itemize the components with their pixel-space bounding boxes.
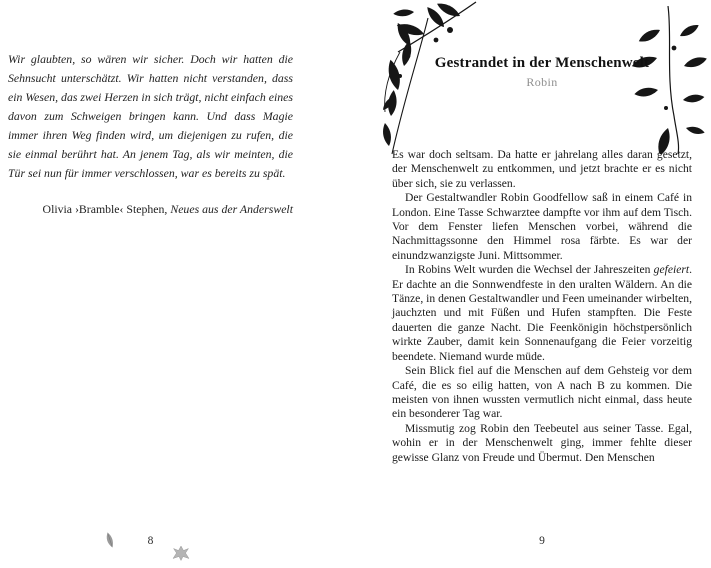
- chapter-title: Gestrandet in der Menschenwelt: [434, 55, 650, 71]
- paragraph: Es war doch seltsam. Da hatte er jahrelang alles daran gesetzt, der Menschenwelt zu entkommen, und jetzt brachte er es nicht über sich, sie zu verlassen.: [392, 148, 692, 190]
- paragraph: Der Gestaltwandler Robin Goodfellow saß in einem Café in London. Eine Tasse Schwarztee dampfte vor ihm auf dem Tisch. Vor dem Fenster liefen Menschen vorbei, während die Nachmittagssonne den Himmel rosa färbte. Es war der einundzwanzigste Juni. Mittsommer.: [392, 191, 692, 262]
- page-number-right: 9: [539, 535, 545, 547]
- paragraph: Sein Blick fiel auf die Menschen auf dem Gehsteig vor dem Café, die es so eilig hatten, von A nach B zu kommen. Die meisten von ihnen wussten vermutlich nicht einmal, dass heute ein besonderer Tag war.: [392, 364, 692, 421]
- paragraph: In Robins Welt wurden die Wechsel der Jahreszeiten gefeiert. Er dachte an die Sonnwendfeste in den uralten Wäldern. An die Tänze, in denen Gestaltwandler und Feen umeinander wirbelten, jauchzten und mit Füßen und Hufen stampften. Die Feste dauerten die ganze Nacht. Die Feenkönigin höchstpersönlich wirkte Zauber, damit kein Sonnenaufgang die Feier vorzeitig beendete. Niemand wurde müde.: [392, 263, 692, 363]
- page-number-left: 8: [147, 535, 154, 547]
- epigraph-attribution: [8, 202, 293, 217]
- chapter-body: [392, 148, 692, 465]
- attribution-author: Olivia ›Bramble‹ Stephen,: [42, 202, 171, 216]
- paragraph: Missmutig zog Robin den Teebeutel aus seiner Tasse. Egal, wohin er in der Menschenwelt ging, immer fehlte dieser gewisse Glanz von Freude und Übermut. Den Menschen: [392, 421, 692, 464]
- attribution-work-title: Neues aus der Anderswelt: [170, 202, 293, 216]
- star-leaf-icon: [172, 545, 190, 566]
- chapter-subtitle: Robin: [526, 75, 558, 89]
- epigraph-quote: Wir glaubten, so wären wir sicher. Doch wir hatten die Sehnsucht unterschätzt. Wir hatten nicht verstanden, dass ein Wesen, das zwei Herzen in sich trägt, nicht einfach eines davon zum Schweigen bringen kann. Und dass Magie immer ihren Weg finden wird, um diejenigen zu rufen, die sie einmal berührt hat. An jenem Tag, als wir meinten, die Tür sei nun für immer verschlossen, war es bereits zu spät.: [8, 52, 293, 180]
